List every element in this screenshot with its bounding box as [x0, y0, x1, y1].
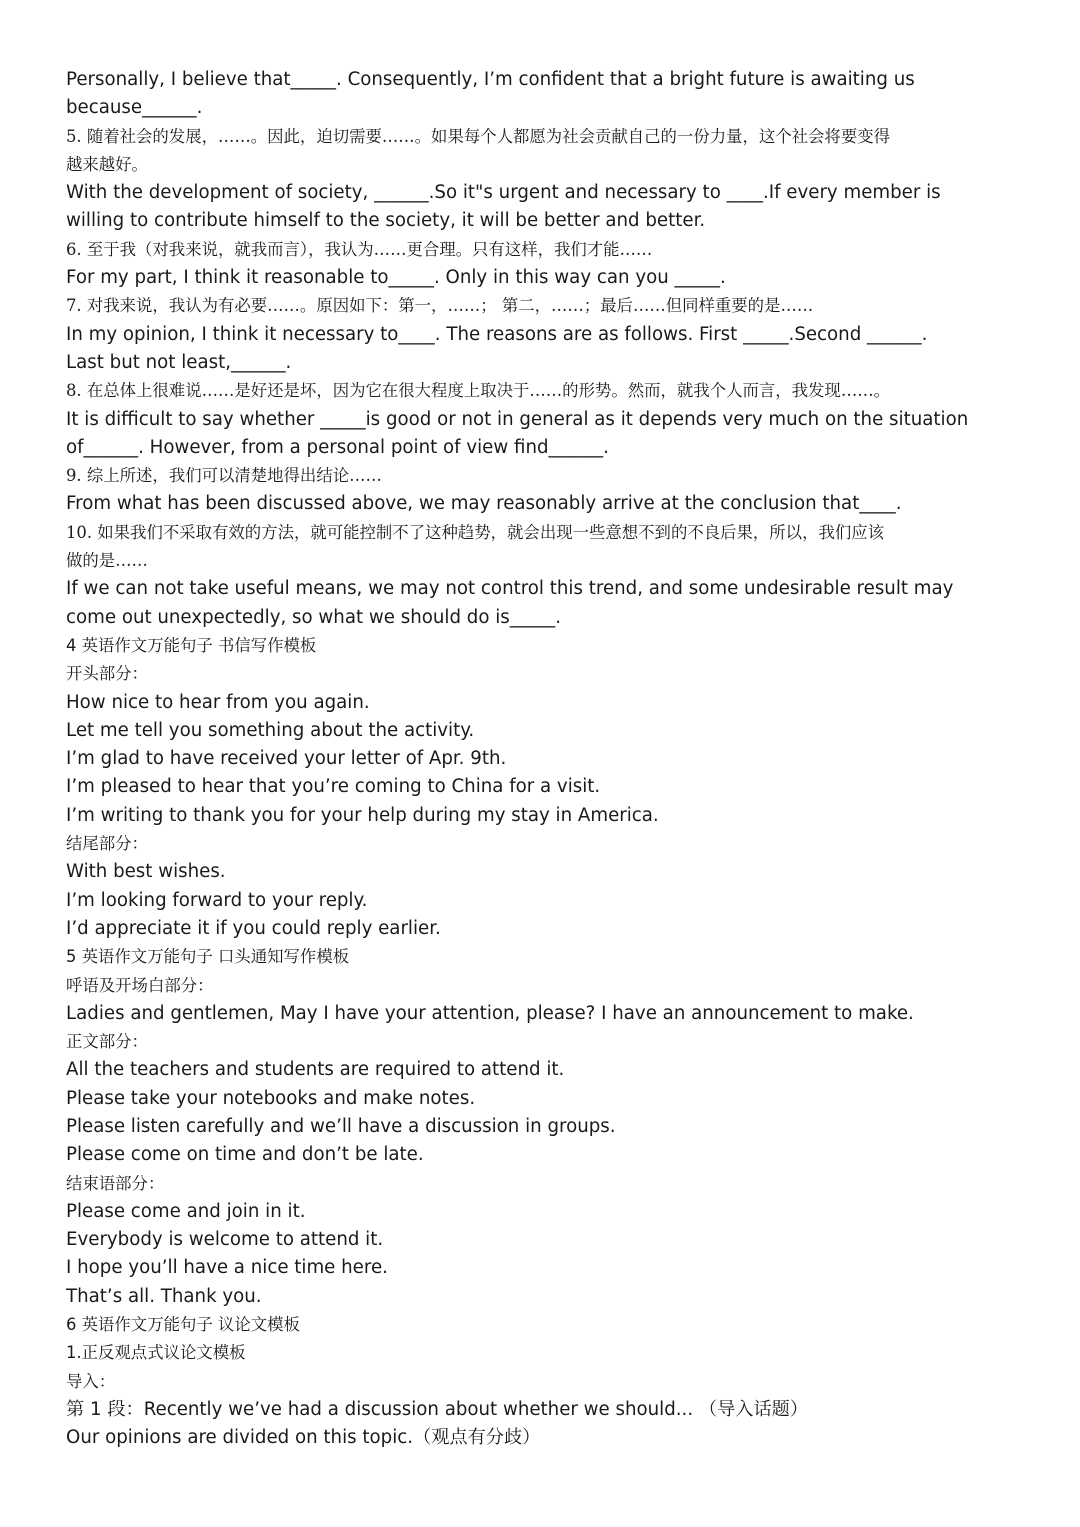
english-text-line: Last but not least,______.	[66, 351, 292, 373]
english-text-line: Ladies and gentlemen, May I have your attention, please? I have an announcement to make.	[66, 1002, 914, 1024]
english-text-line: In my opinion, I think it necessary to____. The reasons are as follows. First _____.Second ______.	[66, 323, 928, 345]
english-text-line: That’s all. Thank you.	[66, 1285, 262, 1307]
english-text-line: I hope you’ll have a nice time here.	[66, 1257, 388, 1279]
chinese-text-line: 9. 综上所述，我们可以清楚地得出结论……	[66, 466, 382, 486]
english-text-line: Everybody is welcome to attend it.	[66, 1229, 384, 1251]
english-text-line: Let me tell you something about the activity.	[66, 719, 475, 741]
english-text-line: Personally, I believe that_____. Consequently, I’m confident that a bright future is awaiting us	[66, 69, 915, 90]
english-text-line: Please listen carefully and we’ll have a discussion in groups.	[66, 1115, 616, 1137]
english-text-line: With best wishes.	[66, 861, 226, 883]
chinese-text-line: 开头部分：	[66, 664, 148, 684]
english-text-line: I’m writing to thank you for your help during my stay in America.	[66, 804, 659, 826]
english-text-line: I’m pleased to hear that you’re coming to China for a visit.	[66, 776, 601, 798]
english-text-line: It is difficult to say whether _____is good or not in general as it depends very much on the situation	[66, 408, 969, 430]
section-heading: 5 英语作文万能句子 口头通知写作模板	[66, 947, 350, 967]
section-heading: 1.正反观点式议论文模板	[66, 1343, 246, 1363]
english-text-line: If we can not take useful means, we may not control this trend, and some undesirable result may	[66, 578, 954, 600]
section-heading: 4 英语作文万能句子 书信写作模板	[66, 635, 317, 655]
english-text-line: How nice to hear from you again.	[66, 691, 370, 713]
chinese-text-line: 10. 如果我们不采取有效的方法，就可能控制不了这种趋势，就会出现一些意想不到的不良后果，所以，我们应该	[66, 522, 885, 542]
english-text-line: Please take your notebooks and make notes.	[66, 1087, 476, 1109]
english-text-line: of______. However, from a personal point of view find______.	[66, 436, 609, 458]
section-heading: 6 英语作文万能句子 议论文模板	[66, 1315, 300, 1335]
chinese-text-line: 结束语部分：	[66, 1173, 165, 1193]
english-text-line: From what has been discussed above, we may reasonably arrive at the conclusion that____.	[66, 493, 902, 515]
english-text-line: For my part, I think it reasonable to_____. Only in this way can you _____.	[66, 267, 726, 289]
english-text-line: I’d appreciate it if you could reply earlier.	[66, 917, 441, 939]
english-text-line: Our opinions are divided on this topic.（观点有分歧）	[66, 1427, 541, 1449]
english-text-line: With the development of society, ______.So it"s urgent and necessary to ____.If every member is	[66, 182, 941, 204]
english-text-line: 第 1 段：Recently we’ve had a discussion about whether we should... （导入话题）	[66, 1398, 809, 1420]
english-text-line: willing to contribute himself to the society, it will be better and better.	[66, 210, 706, 232]
english-text-line: Please come and join in it.	[66, 1200, 306, 1222]
chinese-text-line: 结尾部分：	[66, 834, 148, 854]
chinese-text-line: 导入：	[66, 1371, 116, 1391]
chinese-text-line: 6. 至于我（对我来说，就我而言），我认为……更合理。只有这样，我们才能……	[66, 239, 653, 259]
chinese-text-line: 正文部分：	[66, 1032, 148, 1052]
chinese-text-line: 越来越好。	[66, 154, 148, 174]
chinese-text-line: 呼语及开场白部分：	[66, 975, 214, 995]
english-text-line: I’m glad to have received your letter of Apr. 9th.	[66, 748, 507, 770]
english-text-line: I’m looking forward to your reply.	[66, 889, 368, 911]
english-text-line: All the teachers and students are required to attend it.	[66, 1059, 565, 1081]
chinese-text-line: 5. 随着社会的发展，……。因此，迫切需要……。如果每个人都愿为社会贡献自己的一份力量，这个社会将要变得	[66, 126, 890, 146]
chinese-text-line: 做的是……	[66, 551, 148, 571]
document-body	[66, 66, 1026, 1453]
chinese-text-line: 7. 对我来说，我认为有必要……。原因如下：第一，……； 第二，……；最后……但同样重要的是……	[66, 296, 814, 316]
english-text-line: because______.	[66, 97, 203, 119]
english-text-line: Please come on time and don’t be late.	[66, 1144, 424, 1166]
chinese-text-line: 8. 在总体上很难说……是好还是坏，因为它在很大程度上取决于……的形势。然而，就我个人而言，我发现……。	[66, 381, 890, 401]
english-text-line: come out unexpectedly, so what we should do is_____.	[66, 606, 562, 628]
